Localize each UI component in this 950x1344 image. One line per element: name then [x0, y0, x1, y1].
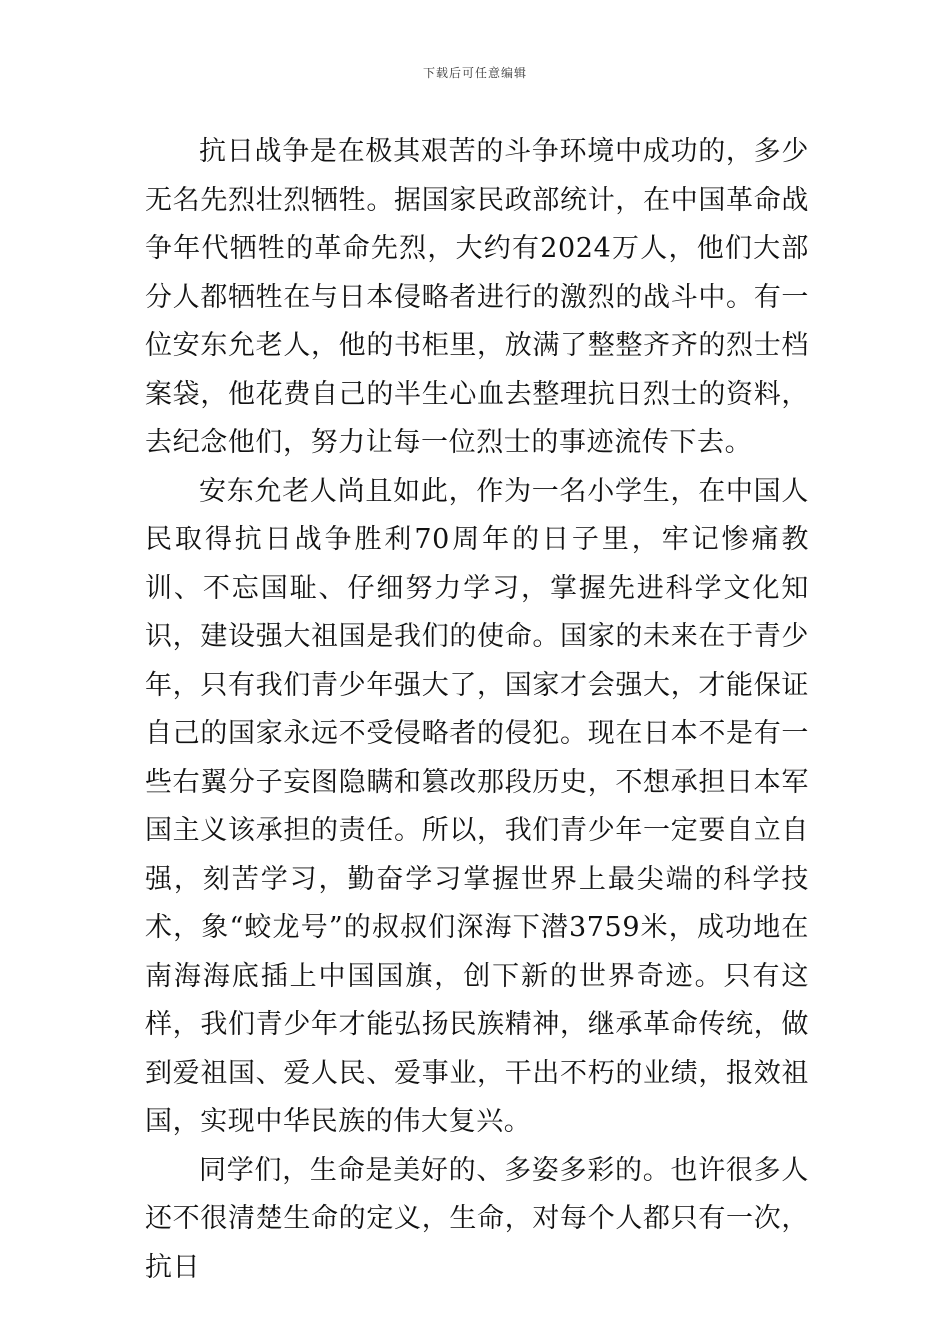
- paragraph-3: 同学们，生命是美好的、多姿多彩的。也许很多人还不很清楚生命的定义，生命，对每个人都只有一次，抗日: [145, 1154, 809, 1283]
- document-body: [145, 128, 809, 1292]
- paragraph-1: 抗日战争是在极其艰苦的斗争环境中成功的，多少无名先烈壮烈牺牲。据国家民政部统计，在中国革命战争年代牺牲的革命先烈，大约有2024万人，他们大部分人都牺牲在与日本侵略者进行的激烈的战斗中。有一位安东允老人，他的书柜里，放满了整整齐齐的烈士档案袋，他花费自己的半生心血去整理抗日烈士的资料，去纪念他们，努力让每一位烈士的事迹流传下去。: [145, 136, 809, 458]
- paragraph-2: 安东允老人尚且如此，作为一名小学生，在中国人民取得抗日战争胜利70周年的日子里，牢记惨痛教训、不忘国耻、仔细努力学习，掌握先进科学文化知识，建设强大祖国是我们的使命。国家的未来在于青少年，只有我们青少年强大了，国家才会强大，才能保证自己的国家永远不受侵略者的侵犯。现在日本不是有一些右翼分子妄图隐瞒和篡改那段历史，不想承担日本军国主义该承担的责任。所以，我们青少年一定要自立自强，刻苦学习，勤奋学习掌握世界上最尖端的科学技术，象“蛟龙号”的叔叔们深海下潜3759米，成功地在南海海底插上中国国旗，创下新的世界奇迹。只有这样，我们青少年才能弘扬民族精神，继承革命传统，做到爱祖国、爱人民、爱事业，干出不朽的业绩，报效祖国，实现中华民族的伟大复兴。: [145, 475, 809, 1137]
- header-note: 下载后可任意编辑: [422, 66, 527, 80]
